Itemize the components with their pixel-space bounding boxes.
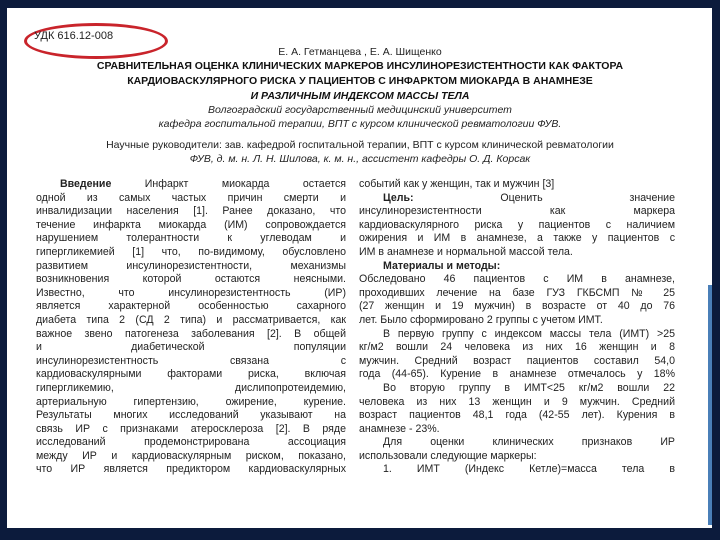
document-page bbox=[14, 14, 706, 526]
authors: Е. А. Гетманцева , Е. А. Шищенко bbox=[278, 46, 442, 58]
text-line: Во вторую группу в ИМТ<25 кг/м2 вошли 22 bbox=[383, 381, 675, 394]
udk-code: УДК 616.12-008 bbox=[34, 30, 114, 42]
text-line: течение инфаркта миокарда (ИМ) сопровождается bbox=[36, 218, 346, 231]
text-line: возраст пациентов 48,1 года (42-55 лет). Курения в bbox=[359, 409, 675, 422]
text-line: анамнезе - 23%. bbox=[359, 422, 440, 435]
text-line: года (44-65). Курение в анамнезе отмечалось у 18% bbox=[359, 368, 675, 381]
supervisor-line: ФУВ, д. м. н. Л. Н. Шилова, к. м. н., ассистент кафедры О. Д. Корсак bbox=[189, 153, 531, 165]
text-line: Введение Инфаркт миокарда остается bbox=[60, 178, 346, 190]
text-line: Результаты многих исследований указывают на bbox=[36, 409, 346, 422]
title-line: КАРДИОВАСКУЛЯРНОГО РИСКА У ПАЦИЕНТОВ С ИНФАРКТОМ МИОКАРДА В АНАМНЕЗЕ bbox=[127, 75, 593, 87]
text-line: Обследовано 46 пациентов с ИМ в анамнезе, bbox=[359, 273, 675, 286]
text-line: кг/м2 вошли 24 человека из них 16 женщин и 8 bbox=[359, 341, 675, 354]
text-line: гипергликемию, дислипопротеидемию, bbox=[36, 381, 346, 394]
text-line: и диабетической популяции bbox=[36, 341, 346, 354]
text-line: лет. Было сформировано 2 группы с учетом ИМТ. bbox=[359, 313, 603, 326]
text-line: кардиоваскулярного риска у пациентов с наличием bbox=[359, 218, 675, 231]
text-line: возникновения которой остаются неясными. bbox=[36, 273, 346, 286]
text-line: Материалы и методы: bbox=[383, 259, 501, 272]
frame-accent-bar bbox=[708, 285, 712, 525]
left-column bbox=[36, 178, 346, 477]
text-line: мужчин. Средний возраст пациентов составил 54,0 bbox=[359, 354, 675, 367]
right-column bbox=[359, 178, 675, 477]
text-line: инсулинорезистентность связана с bbox=[36, 354, 346, 367]
text-line: использовали следующие маркеры: bbox=[359, 449, 537, 462]
text-line: событий как у женщин, так и мужчин [3] bbox=[359, 178, 555, 190]
text-line: нарушением толерантности к углеводам и bbox=[36, 232, 346, 245]
frame-bottom-bar bbox=[0, 528, 720, 540]
title-line: СРАВНИТЕЛЬНАЯ ОЦЕНКА КЛИНИЧЕСКИХ МАРКЕРОВ ИНСУЛИНОРЕЗИСТЕНТНОСТИ КАК ФАКТОРА bbox=[96, 60, 624, 72]
institution-line: Волгоградский государственный медицинский университет bbox=[208, 104, 512, 116]
text-line: одной из самых частых причин смерти и bbox=[36, 191, 346, 204]
text-line: ожирения и ИМ в анамнезе, а также у пациентов с bbox=[359, 232, 675, 245]
text-line: гипергликемией [1] что, по-видимому, обусловлено bbox=[36, 245, 346, 258]
text-line: Известно, что инсулинорезистентность (ИР) bbox=[36, 286, 346, 299]
title-line: И РАЗЛИЧНЫМ ИНДЕКСОМ МАССЫ ТЕЛА bbox=[250, 90, 470, 102]
institution bbox=[24, 103, 696, 131]
supervisors bbox=[24, 138, 696, 166]
text-line: проходивших лечение на базе ГУЗ ГКБСМП № 25 bbox=[359, 286, 675, 299]
text-line: важное звено патогенеза заболевания [2]. В общей bbox=[36, 327, 346, 340]
text-line: инвалидизации населения [1]. Ранее доказано, что bbox=[36, 205, 346, 218]
text-line: инсулинорезистентности как маркера bbox=[359, 205, 675, 218]
supervisor-line: Научные руководители: зав. кафедрой госпитальной терапии, ВПТ с курсом клинической ревматологии bbox=[106, 139, 614, 151]
text-line: (27 женщин и 19 мужчин) в возрасте от 40 до 76 bbox=[359, 300, 675, 313]
frame-right-bar bbox=[712, 0, 720, 540]
text-line: Для оценки клинических признаков ИР bbox=[383, 436, 675, 449]
text-line: развитием инсулинорезистентности, механизмы bbox=[36, 259, 346, 272]
text-line: связь ИР с признаками атеросклероза [2]. В ряде bbox=[36, 422, 346, 435]
text-line: человека из них 13 женщин и 9 мужчин. Средний bbox=[359, 395, 675, 408]
text-line: между ИР и кардиоваскулярным риском, показано, bbox=[36, 449, 346, 462]
text-line: артериальную гипертензию, ожирение, курение. bbox=[36, 395, 346, 408]
text-line: 1. ИМТ (Индекс Кетле)=масса тела в bbox=[383, 463, 675, 476]
frame-top-bar bbox=[0, 0, 720, 8]
text-line: кардиоваскулярными факторами риска, включая bbox=[36, 368, 346, 381]
text-line: что ИР является предиктором кардиоваскулярных bbox=[36, 463, 346, 476]
text-line: диабета типа 2 (СД 2 типа) и рассматривается, как bbox=[36, 313, 346, 326]
paper-title bbox=[24, 59, 696, 104]
text-line: исследований продемонстрирована ассоциация bbox=[36, 436, 346, 449]
institution-line: кафедра госпитальной терапии, ВПТ с курсом клинической ревматологии ФУВ. bbox=[158, 118, 562, 130]
text-line: В первую группу с индексом массы тела (ИМТ) >25 bbox=[383, 327, 675, 340]
text-line: является характерной особенностью сахарного bbox=[36, 300, 346, 313]
text-line: ИМ в анамнезе и нормальной массой тела. bbox=[359, 245, 573, 258]
frame-left-bar bbox=[0, 0, 7, 540]
text-line: Цель: Оценить значение bbox=[383, 191, 675, 204]
